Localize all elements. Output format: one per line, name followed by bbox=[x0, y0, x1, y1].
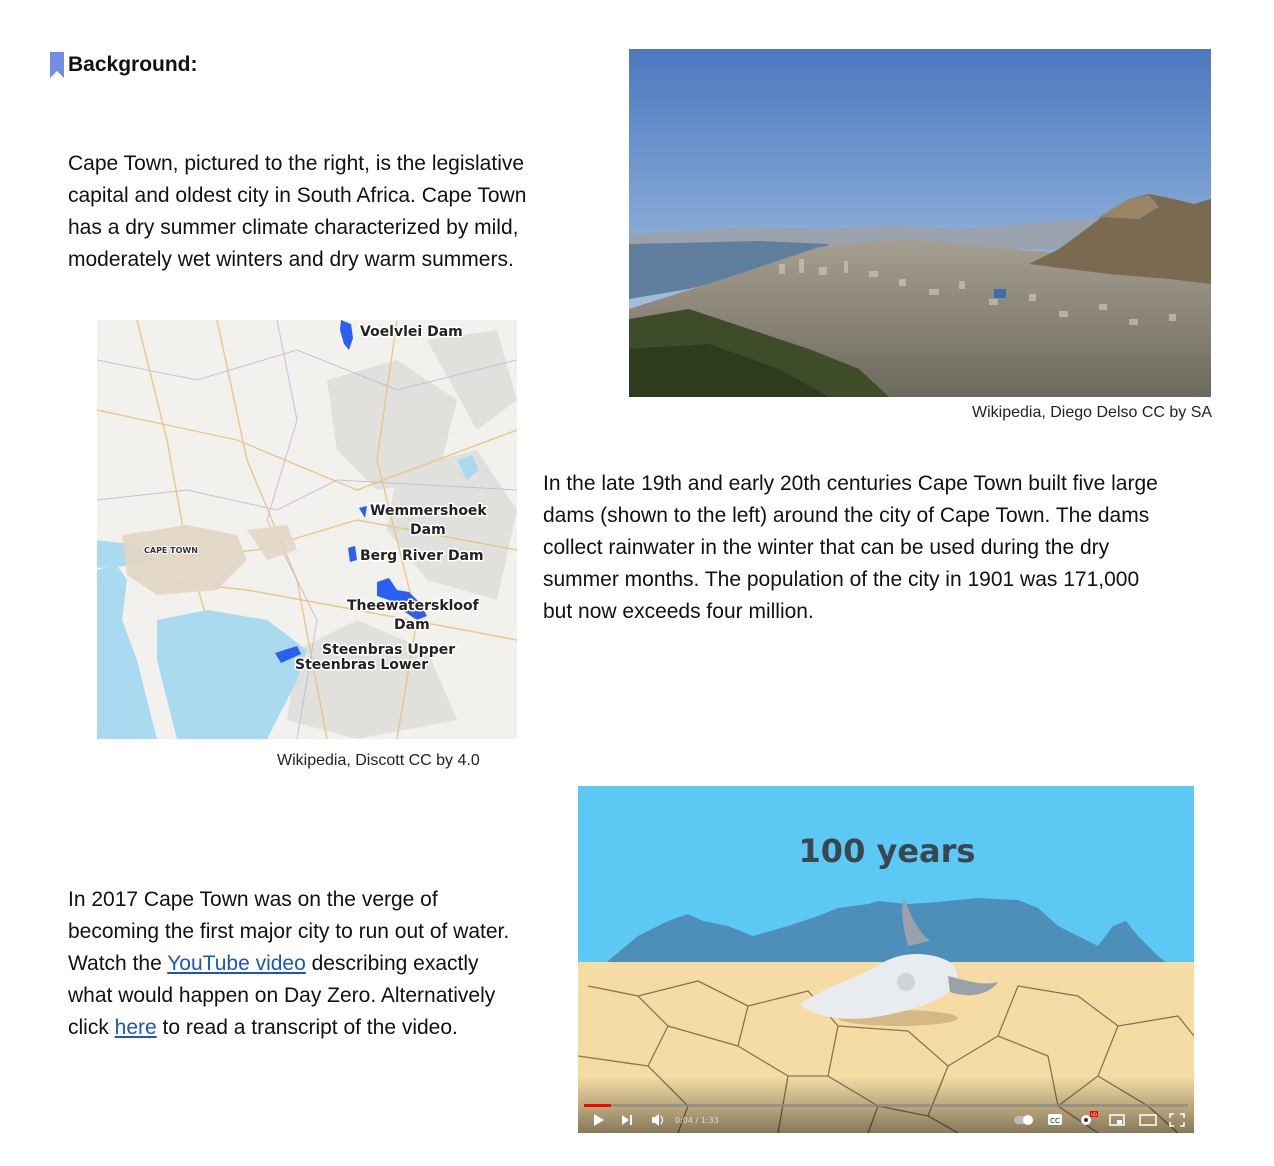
dayzero-line: becoming the first major city to run out of water. bbox=[68, 920, 510, 943]
map-label-voelvlei: Voelvlei Dam bbox=[360, 324, 463, 340]
cape-town-photo bbox=[629, 49, 1211, 397]
dayzero-text: click bbox=[68, 1016, 115, 1039]
dams-line: dams (shown to the left) around the city of Cape Town. The dams bbox=[543, 504, 1150, 527]
dams-line: collect rainwater in the winter that can be used during the dry bbox=[543, 536, 1110, 559]
map-label-berg-river: Berg River Dam bbox=[360, 548, 484, 564]
dams-map bbox=[97, 320, 517, 739]
intro-line: moderately wet winters and dry warm summers. bbox=[68, 248, 514, 271]
gear-icon[interactable] bbox=[1081, 1115, 1091, 1125]
video-title-text: 100 years bbox=[798, 832, 976, 870]
dayzero-text: Watch the bbox=[68, 952, 168, 975]
dayzero-line bbox=[68, 948, 568, 980]
map-label-steenbras-lower: Steenbras Lower bbox=[295, 657, 429, 673]
dams-line: but now exceeds four million. bbox=[543, 600, 814, 623]
dayzero-text: to read a transcript of the video. bbox=[156, 1016, 458, 1039]
autoplay-toggle-icon[interactable] bbox=[1014, 1115, 1033, 1125]
youtube-video-player[interactable] bbox=[578, 786, 1194, 1133]
intro-line: Cape Town, pictured to the right, is the legislative bbox=[68, 152, 525, 175]
dams-line: summer months. The population of the city in 1901 was 171,000 bbox=[543, 568, 1140, 591]
youtube-video-link[interactable]: YouTube video bbox=[167, 952, 306, 975]
map-label-wemmershoek: Wemmershoek bbox=[370, 503, 487, 519]
photo-caption: Wikipedia, Diego Delso CC by SA bbox=[972, 404, 1213, 421]
video-time: 0:04 / 1:33 bbox=[675, 1116, 719, 1125]
map-caption: Wikipedia, Discott CC by 4.0 bbox=[277, 752, 480, 769]
video-progress-fill bbox=[584, 1104, 611, 1107]
dams-line: In the late 19th and early 20th centuries Cape Town built five large bbox=[543, 472, 1158, 495]
dayzero-text: describing exactly bbox=[305, 952, 479, 975]
cc-button[interactable] bbox=[1048, 1114, 1062, 1125]
dams-paragraph bbox=[543, 468, 1243, 628]
section-title: Background: bbox=[68, 53, 198, 76]
bookmark-icon bbox=[50, 52, 64, 78]
map-label-wemmershoek-dam: Dam bbox=[410, 522, 446, 538]
hd-badge bbox=[1090, 1111, 1098, 1117]
dayzero-line: In 2017 Cape Town was on the verge of bbox=[68, 888, 438, 911]
intro-line: capital and oldest city in South Africa. Cape Town bbox=[68, 184, 527, 207]
map-label-theewaterskloof: Theewaterskloof bbox=[347, 598, 479, 614]
cc-label: CC bbox=[1050, 1117, 1060, 1125]
dayzero-line: what would happen on Day Zero. Alternatively bbox=[68, 984, 496, 1007]
map-label-steenbras-upper: Steenbras Upper bbox=[322, 642, 456, 658]
dayzero-paragraph bbox=[68, 884, 568, 1044]
map-label-theewaterskloof-dam: Dam bbox=[394, 617, 430, 633]
intro-line: has a dry summer climate characterized by mild, bbox=[68, 216, 519, 239]
section-heading bbox=[50, 52, 198, 78]
dayzero-line bbox=[68, 1012, 568, 1044]
hd-badge-label: HD bbox=[1090, 1112, 1098, 1117]
transcript-link[interactable]: here bbox=[114, 1016, 157, 1039]
map-label-cape-town: CAPE TOWN bbox=[144, 546, 198, 555]
intro-paragraph bbox=[68, 148, 608, 276]
